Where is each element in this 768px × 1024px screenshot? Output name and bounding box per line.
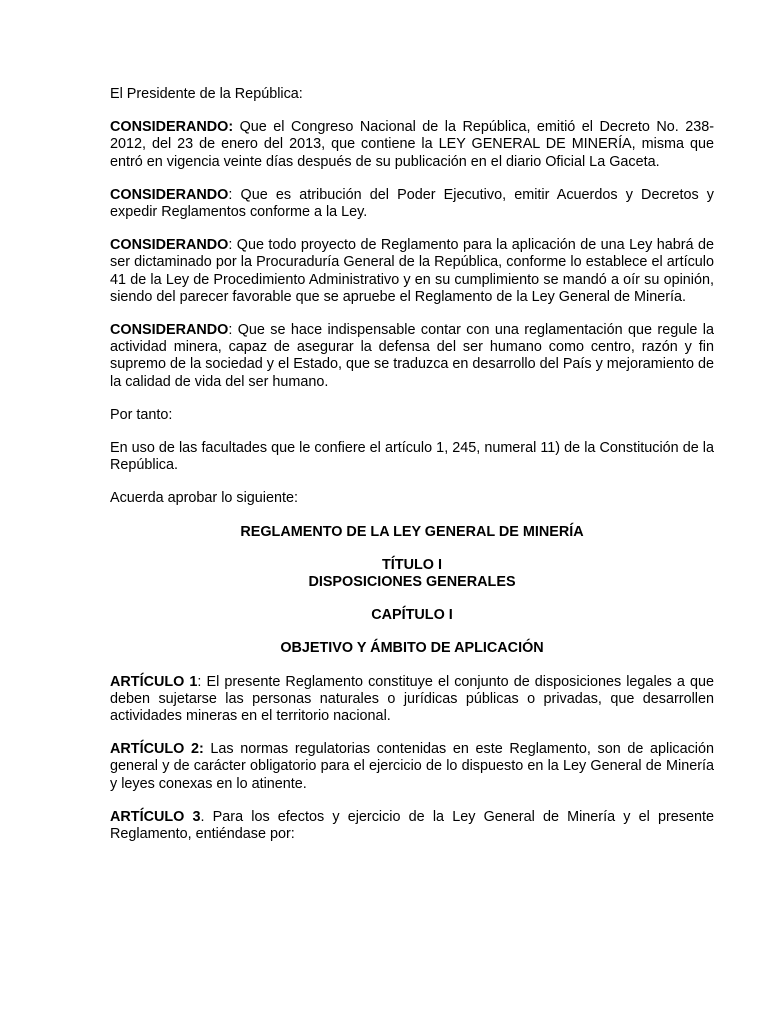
articulo-label: ARTÍCULO 1 xyxy=(110,673,198,690)
considerando-label: CONSIDERANDO xyxy=(110,186,229,203)
articulo-1 xyxy=(110,674,714,726)
considerando-label: CONSIDERANDO: xyxy=(110,119,234,136)
articulo-2 xyxy=(110,741,714,793)
considerando-1 xyxy=(110,119,714,171)
articulo-text: : El presente Reglamento constituye el conjunto de disposiciones legales a que deben sujetarse las personas naturales o jurídicas públicas o privadas, que desarrollen actividades mineras en el territorio nacional. xyxy=(110,673,714,725)
reglamento-title: REGLAMENTO DE LA LEY GENERAL DE MINERÍA xyxy=(240,523,584,540)
considerando-label: CONSIDERANDO xyxy=(110,237,229,254)
articulo-label: ARTÍCULO 3 xyxy=(110,808,201,825)
articulo-text: . Para los efectos y ejercicio de la Ley General de Minería y el presente Reglamento, entiéndase por: xyxy=(110,808,714,843)
articulo-3 xyxy=(110,809,714,843)
articulo-label: ARTÍCULO 2: xyxy=(110,741,204,758)
considerando-text: Que el Congreso Nacional de la República, emitió el Decreto No. 238-2012, del 23 de enero del 2013, que contiene la LEY GENERAL DE MINERÍA, misma que entró en vigencia veinte días después de su publicación en el diario Oficial La Gaceta. xyxy=(110,119,714,170)
considerando-text: : Que todo proyecto de Reglamento para la aplicación de una Ley habrá de ser dictaminado por la Procuraduría General de la República, conforme lo establece el artículo 41 de la Ley de Procedimiento Administrativo y en su cumplimiento se mandó a oír su opinión, siendo del parecer favorable que se apruebe el Reglamento de la Ley General de Minería. xyxy=(110,237,714,305)
considerando-text: : Que es atribución del Poder Ejecutivo, emitir Acuerdos y Decretos y expedir Reglamentos conforme a la Ley. xyxy=(110,186,714,221)
titulo-name: DISPOSICIONES GENERALES xyxy=(308,574,516,591)
titulo-heading: TÍTULO I xyxy=(382,556,442,573)
articulo-text: Las normas regulatorias contenidas en este Reglamento, son de aplicación general y de carácter obligatorio para el ejercicio de lo dispuesto en la Ley General de Minería y leyes conexas en lo atinente. xyxy=(110,741,714,792)
considerando-3 xyxy=(110,237,714,306)
document-page xyxy=(110,86,714,859)
considerando-4 xyxy=(110,322,714,391)
capitulo-name: OBJETIVO Y ÁMBITO DE APLICACIÓN xyxy=(280,640,544,657)
por-tanto: Por tanto: xyxy=(110,406,173,423)
acuerda-line: Acuerda aprobar lo siguiente: xyxy=(110,490,298,507)
considerando-label: CONSIDERANDO xyxy=(110,322,229,339)
facultades-paragraph: En uso de las facultades que le confiere el artículo 1, 245, numeral 11) de la Constitución de la República. xyxy=(110,440,714,474)
considerando-text: : Que se hace indispensable contar con una reglamentación que regule la actividad minera, capaz de asegurar la defensa del ser humano como centro, razón y fin supremo de la sociedad y el Estado, que se traduzca en desarrollo del País y mejoramiento de la calidad de vida del ser humano. xyxy=(110,322,714,390)
opening-line: El Presidente de la República: xyxy=(110,86,303,102)
capitulo-heading: CAPÍTULO I xyxy=(371,607,453,624)
considerando-2 xyxy=(110,187,714,221)
